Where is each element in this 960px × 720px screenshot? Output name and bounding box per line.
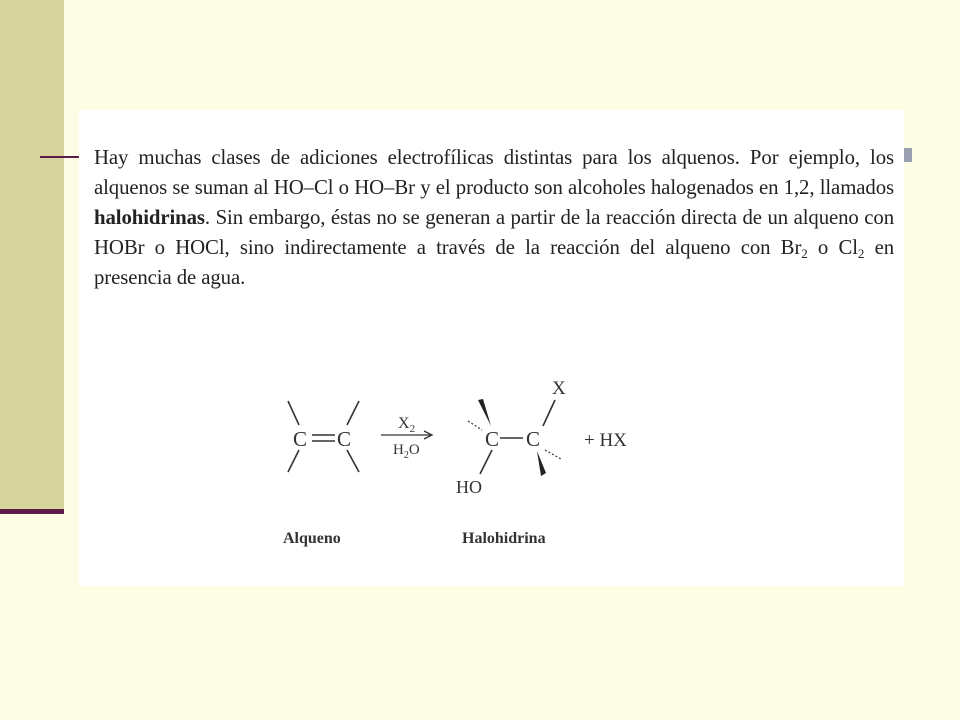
paragraph-bold-term: halohidrinas xyxy=(94,205,205,229)
alkene-carbon-right: C xyxy=(337,427,352,451)
hydroxyl-group: HO xyxy=(456,477,482,497)
subscript-2-chlorine: 2 xyxy=(857,245,865,261)
paragraph-text-4: en presencia de agua. xyxy=(94,235,894,289)
reaction-arrow xyxy=(381,415,432,461)
sidebar-panel xyxy=(0,0,64,512)
alkene-structure xyxy=(288,401,359,472)
reagent-water: $H_2O$ xyxy=(393,442,420,461)
subscript-2-bromine: 2 xyxy=(801,245,808,261)
reaction-scheme xyxy=(79,110,904,586)
title-underline xyxy=(40,156,80,158)
product-carbon-left: C xyxy=(485,427,500,451)
paragraph-text-2: . Sin embargo, éstas no se generan a partir de la reacción directa de un alqueno con HOBr o HOCl, sino indirectamente a través de la reacción del alqueno con Br xyxy=(94,205,894,259)
halogen-atom: X xyxy=(552,378,566,399)
textbook-excerpt-image xyxy=(79,110,904,586)
label-alkene: Alqueno xyxy=(283,530,341,547)
paragraph-text-3: o Cl xyxy=(807,235,858,259)
reagent-halogen: $X_2$ xyxy=(398,415,416,435)
alkene-carbon-left: C xyxy=(293,427,308,451)
halohydrin-structure xyxy=(456,378,627,497)
paragraph-text-1: Hay muchas clases de adiciones electrofílicas distintas para los alquenos. Por ejemplo, los alquenos se suman al HO–Cl o HO–Br y el producto son alcoholes halogenados en 1,2, llamados xyxy=(94,145,894,199)
byproduct-hx: + HX xyxy=(584,430,627,451)
label-halohydrin: Halohidrina xyxy=(462,530,546,547)
product-carbon-right: C xyxy=(526,427,541,451)
sidebar-divider xyxy=(0,509,64,514)
